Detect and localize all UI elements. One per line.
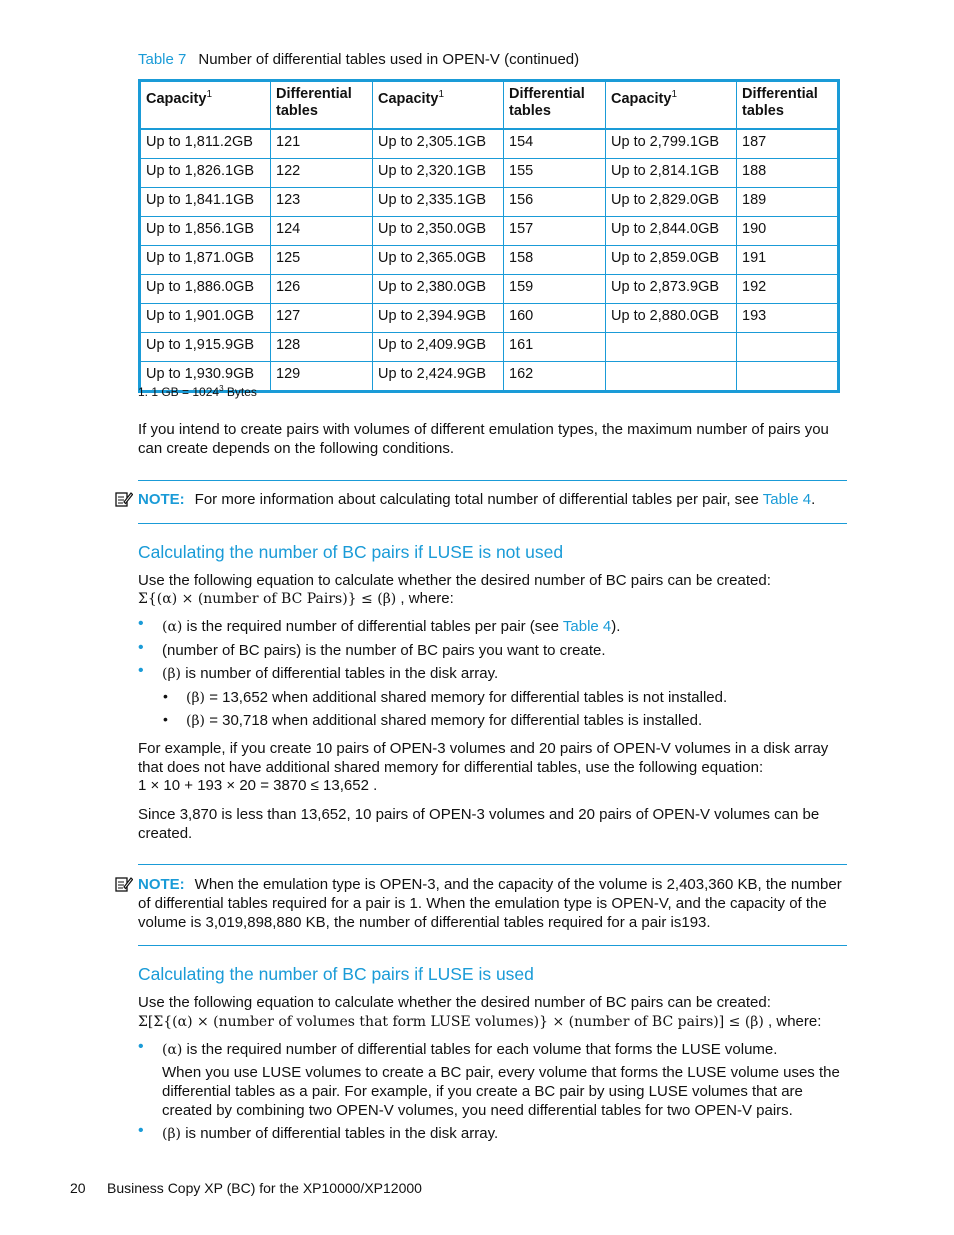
bullet-icon: •: [138, 1038, 144, 1055]
footnote-suffix: Bytes: [223, 385, 257, 399]
table-cell: Up to 1,930.9GB: [140, 362, 271, 392]
section1-bullet-alpha: [162, 617, 848, 637]
bullet-icon: •: [138, 639, 144, 656]
section1-example: For example, if you create 10 pairs of OPEN-3 volumes and 20 pairs of OPEN-V volumes in a disk array that does not have additional shared memory for differential tables, use the following equation:: [138, 740, 829, 776]
note1-top-rule: [138, 480, 847, 481]
table-cell: 158: [504, 246, 606, 275]
table-cell: 122: [271, 159, 373, 188]
section2-intro: Use the following equation to calculate whether the desired number of BC pairs can be created:: [138, 994, 771, 1011]
table-cell: Up to 1,901.0GB: [140, 304, 271, 333]
table-header-label: Differential tables: [509, 86, 585, 119]
beta-symbol: (β): [186, 713, 206, 729]
section1-intro: Use the following equation to calculate whether the desired number of BC pairs can be created:: [138, 572, 771, 589]
table-cell: 192: [737, 275, 839, 304]
table-header-cell: [737, 81, 839, 130]
table-cell: 157: [504, 217, 606, 246]
section1-bullet-alpha-text: is the required number of differential tables per pair (see: [182, 618, 563, 635]
alpha-symbol: (α): [162, 1042, 183, 1058]
table-cell: 129: [271, 362, 373, 392]
note2-text: When the emulation type is OPEN-3, and the capacity of the volume is 2,403,360 KB, the number of differential tables required for a pair is 1. When the emulation type is OPEN-V, and the capacity of the volume is 3,019,898,880 KB, the number of differential tables required for a pair is193.: [138, 876, 842, 931]
section1-subbullet-2: [186, 711, 848, 731]
table-cell: Up to 1,811.2GB: [140, 129, 271, 159]
section1-bullet-beta-text: is number of differential tables in the disk array.: [181, 665, 499, 682]
table-cell: Up to 2,394.9GB: [373, 304, 504, 333]
table-cell: Up to 2,335.1GB: [373, 188, 504, 217]
table-cell: 160: [504, 304, 606, 333]
note2-label: NOTE:: [138, 876, 185, 893]
table-cell: Up to 1,841.1GB: [140, 188, 271, 217]
table-cell: 123: [271, 188, 373, 217]
section1-table4-link[interactable]: Table 4: [562, 618, 612, 635]
note1-table4-link[interactable]: Table 4: [762, 491, 812, 508]
table-header-label: Capacity: [611, 91, 672, 107]
table-cell: Up to 1,886.0GB: [140, 275, 271, 304]
section1-equation-line: [138, 589, 848, 609]
table-row: [140, 159, 839, 188]
table-header-row: [140, 81, 839, 130]
footnote-exponent: 3: [219, 384, 224, 393]
table-cell: Up to 2,844.0GB: [606, 217, 737, 246]
table-caption-label: Table 7: [138, 51, 187, 68]
table-cell: 190: [737, 217, 839, 246]
section2-bullet-beta: [162, 1124, 848, 1144]
table-cell: 155: [504, 159, 606, 188]
section1-bullet-alpha-end: ).: [611, 618, 621, 635]
table-caption-text: Number of differential tables used in OPEN-V (continued): [198, 51, 580, 68]
note2: [138, 875, 848, 932]
table-cell: 121: [271, 129, 373, 159]
footnote-prefix: 1. 1 GB = 1024: [138, 385, 220, 399]
example-equation-text: 1 × 10 + 193 × 20 = 3870 ≤ 13,652 .: [138, 777, 378, 794]
section1-bullet-pairs: (number of BC pairs) is the number of BC pairs you want to create.: [162, 642, 606, 659]
page-number: 20: [70, 1180, 86, 1196]
bullet-icon: •: [138, 662, 144, 679]
section1-since: Since 3,870 is less than 13,652, 10 pairs of OPEN-3 volumes and 20 pairs of OPEN-V volumes can be created.: [138, 806, 820, 842]
note1-text: For more information about calculating total number of differential tables per pair, see: [194, 491, 763, 508]
table-cell: 126: [271, 275, 373, 304]
table-cell: 162: [504, 362, 606, 392]
table-row: [140, 304, 839, 333]
table-cell: Up to 2,873.9GB: [606, 275, 737, 304]
table-row: [140, 129, 839, 159]
table-row: [140, 333, 839, 362]
table-cell: 193: [737, 304, 839, 333]
section1-equation-tail: , where:: [396, 590, 454, 607]
note1-bottom-rule: [138, 523, 847, 524]
header-footnote-mark: 1: [671, 89, 678, 100]
table-cell: Up to 1,871.0GB: [140, 246, 271, 275]
table-cell: Up to 2,880.0GB: [606, 304, 737, 333]
section1-heading: Calculating the number of BC pairs if LUSE is not used: [138, 542, 564, 562]
table-cell: Up to 2,799.1GB: [606, 129, 737, 159]
section2-bullet-alpha-detail: When you use LUSE volumes to create a BC pair, every volume that forms the LUSE volume uses the differential tables as a pair. For example, if you create a BC pair by using LUSE volumes that are created by combining two OPEN-V volumes, you need differential tables for two OPEN-V pairs.: [162, 1064, 840, 1119]
table-cell: Up to 2,320.1GB: [373, 159, 504, 188]
table-cell: Up to 2,380.0GB: [373, 275, 504, 304]
bullet-icon: •: [138, 1122, 144, 1139]
table-header-label: Differential tables: [276, 86, 352, 119]
table-cell: Up to 2,350.0GB: [373, 217, 504, 246]
section2-heading: Calculating the number of BC pairs if LUSE is used: [138, 964, 534, 984]
table-cell: Up to 2,829.0GB: [606, 188, 737, 217]
table-cell: Up to 2,305.1GB: [373, 129, 504, 159]
table-cell: 187: [737, 129, 839, 159]
table-cell: [737, 362, 839, 392]
subbullet-icon: •: [163, 688, 168, 704]
note-icon: [115, 875, 133, 893]
table-cell: [606, 333, 737, 362]
table-footnote: [138, 384, 257, 399]
table-cell: 189: [737, 188, 839, 217]
section1-subbullet-1: [186, 688, 848, 708]
footer-title: Business Copy XP (BC) for the XP10000/XP12000: [107, 1180, 422, 1196]
section2-equation-tail: , where:: [763, 1013, 822, 1030]
table-caption: [138, 51, 579, 68]
intro-paragraph: If you intend to create pairs with volumes of different emulation types, the maximum number of pairs you can create depends on the following conditions.: [138, 421, 829, 457]
beta-symbol: (β): [162, 1126, 182, 1142]
section2-equation-line: [138, 1012, 848, 1032]
table-cell: Up to 1,856.1GB: [140, 217, 271, 246]
header-footnote-mark: 1: [206, 89, 213, 100]
table-row: [140, 188, 839, 217]
table-row: [140, 217, 839, 246]
section1-bullet-beta: [162, 664, 848, 684]
table-cell: Up to 2,814.1GB: [606, 159, 737, 188]
table-cell: 159: [504, 275, 606, 304]
alpha-symbol: (α): [162, 619, 183, 635]
table-header-cell: [140, 81, 271, 130]
section2-equation: Σ[Σ{(α) × (number of volumes that form LUSE volumes)} × (number of BC pairs)] ≤ (β): [138, 1014, 764, 1030]
table-cell: 156: [504, 188, 606, 217]
section1-example-equation: [138, 776, 848, 795]
table-header-label: Capacity: [146, 91, 207, 107]
subbullet-icon: •: [163, 711, 168, 727]
note2-top-rule: [138, 864, 847, 865]
table-cell: Up to 2,365.0GB: [373, 246, 504, 275]
table-cell: 127: [271, 304, 373, 333]
table-cell: Up to 2,424.9GB: [373, 362, 504, 392]
table-cell: [737, 333, 839, 362]
table-header-label: Capacity: [378, 91, 439, 107]
note-icon: [115, 490, 133, 508]
table-cell: 124: [271, 217, 373, 246]
note1-end: .: [811, 491, 816, 508]
note2-bottom-rule: [138, 945, 847, 946]
beta-symbol: (β): [186, 690, 206, 706]
bullet-icon: •: [138, 615, 144, 632]
table-cell: Up to 1,826.1GB: [140, 159, 271, 188]
table-header-cell: [271, 81, 373, 130]
table-cell: [606, 362, 737, 392]
table-cell: 188: [737, 159, 839, 188]
table-cell: 161: [504, 333, 606, 362]
table-body: [140, 129, 839, 392]
header-footnote-mark: 1: [438, 89, 445, 100]
table-cell: Up to 2,859.0GB: [606, 246, 737, 275]
section2-bullet-alpha: [162, 1040, 848, 1060]
table-cell: 128: [271, 333, 373, 362]
table-cell: 154: [504, 129, 606, 159]
section2-bullet-beta-text: is number of differential tables in the disk array.: [181, 1125, 499, 1142]
table-header-cell: [606, 81, 737, 130]
table-cell: Up to 1,915.9GB: [140, 333, 271, 362]
differential-tables-table: [138, 79, 840, 393]
table-cell: Up to 2,409.9GB: [373, 333, 504, 362]
section1-equation: Σ{(α) × (number of BC Pairs)} ≤ (β): [138, 591, 397, 607]
section2-bullet-alpha-text: is the required number of differential tables for each volume that forms the LUSE volume.: [182, 1041, 778, 1058]
table-row: [140, 275, 839, 304]
note1: [138, 490, 848, 509]
table-header-cell: [373, 81, 504, 130]
section1-subbullet-2-text: = 30,718 when additional shared memory for differential tables is installed.: [205, 712, 703, 729]
note1-label: NOTE:: [138, 491, 185, 508]
section1-subbullet-1-text: = 13,652 when additional shared memory for differential tables is not installed.: [205, 689, 728, 706]
table-cell: 125: [271, 246, 373, 275]
table-row: [140, 246, 839, 275]
table-header-cell: [504, 81, 606, 130]
beta-symbol: (β): [162, 666, 182, 682]
table-cell: 191: [737, 246, 839, 275]
table-header-label: Differential tables: [742, 86, 818, 119]
